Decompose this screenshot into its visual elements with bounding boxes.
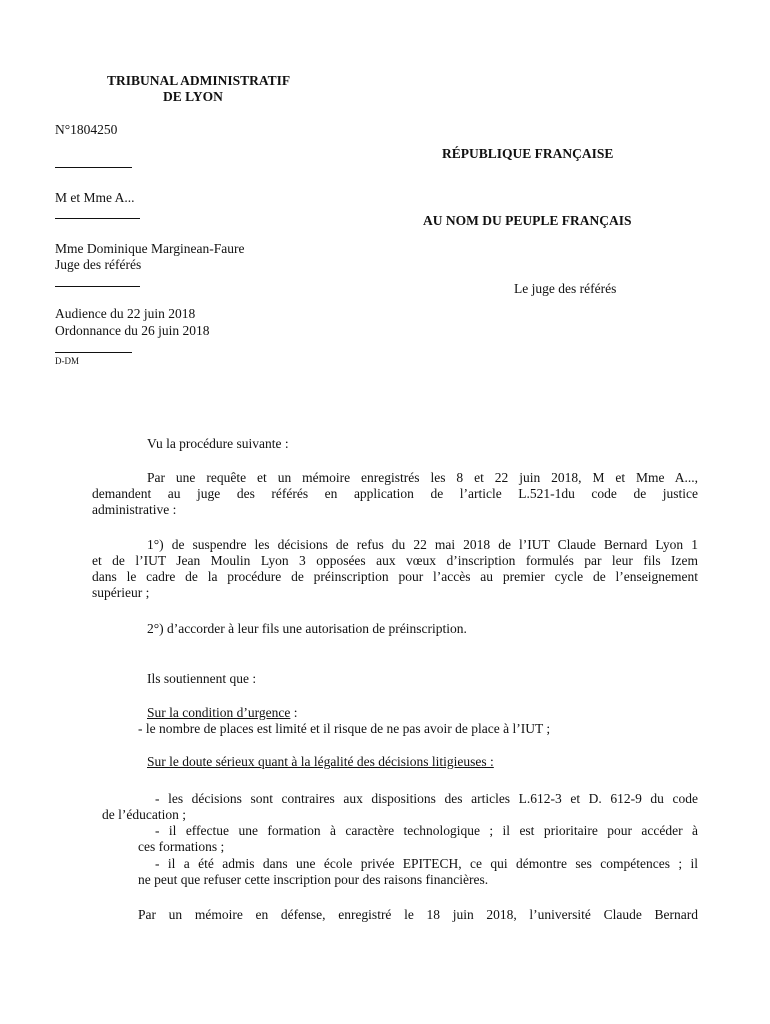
defense-paragraph-line: Par un mémoire en défense, enregistré le 18 juin 2018, l’université Claude Bernard: [138, 907, 698, 922]
argument-line: - les décisions sont contraires aux dispositions des articles L.612-3 et D. 612-9 du code: [155, 791, 698, 806]
item1-line: 1°) de suspendre les décisions de refus du 22 mai 2018 de l’IUT Claude Bernard Lyon 1: [147, 537, 698, 552]
argument-line: de l’éducation ;: [102, 807, 186, 822]
argument-line: ne peut que refuser cette inscription pour des raisons financières.: [138, 872, 489, 887]
item2: 2°) d’accorder à leur fils une autorisation de préinscription.: [147, 621, 467, 636]
paragraph-request-line: administrative :: [92, 502, 177, 517]
judge-title: Juge des référés: [55, 257, 142, 272]
nom-du-peuple-heading: AU NOM DU PEUPLE FRANÇAIS: [423, 213, 632, 228]
separator-rule: [55, 167, 132, 168]
item1-line: et de l’IUT Jean Moulin Lyon 3 opposées aux vœux d’inscription formulés par leur fils Izem: [92, 553, 698, 568]
item1-line: dans le cadre de la procédure de préinscription pour l’accès au premier cycle de l’enseignement: [92, 569, 698, 584]
ordinance-date: Ordonnance du 26 juin 2018: [55, 323, 210, 338]
paragraph-procedure: Vu la procédure suivante :: [147, 436, 289, 451]
urgence-heading-text: Sur la condition d’urgence: [147, 705, 291, 720]
argument-line: - il a été admis dans une école privée EPITECH, ce qui démontre ses compétences ; il: [155, 856, 698, 871]
separator-rule: [55, 218, 140, 219]
argument-line: - il effectue une formation à caractère technologique ; il est prioritaire pour accéder à: [155, 823, 698, 838]
urgence-text: - le nombre de places est limité et il risque de ne pas avoir de place à l’IUT ;: [138, 721, 551, 736]
paragraph-request-line: demandent au juge des référés en application de l’article L.521-1du code de justice: [92, 486, 698, 501]
court-name-line1: TRIBUNAL ADMINISTRATIF: [107, 73, 291, 88]
paragraph-request-line: Par une requête et un mémoire enregistrés les 8 et 22 juin 2018, M et Mme A...,: [147, 470, 698, 485]
republic-heading: RÉPUBLIQUE FRANÇAISE: [442, 146, 614, 161]
parties: M et Mme A...: [55, 190, 135, 205]
soutiennent-intro: Ils soutiennent que :: [147, 671, 257, 686]
separator-rule: [55, 352, 132, 353]
separator-rule: [55, 286, 140, 287]
doute-heading: Sur le doute sérieux quant à la légalité des décisions litigieuses :: [147, 754, 494, 769]
document-code: D-DM: [55, 356, 79, 366]
urgence-heading: [147, 705, 297, 721]
judge-heading: Le juge des référés: [514, 281, 617, 296]
urgence-heading-colon: :: [290, 705, 298, 720]
hearing-date: Audience du 22 juin 2018: [55, 306, 196, 321]
argument-line: ces formations ;: [138, 839, 225, 854]
judge-name: Mme Dominique Marginean-Faure: [55, 241, 245, 256]
court-name-line2: DE LYON: [163, 89, 223, 104]
case-number: N°1804250: [55, 122, 118, 137]
item1-line: supérieur ;: [92, 585, 150, 600]
